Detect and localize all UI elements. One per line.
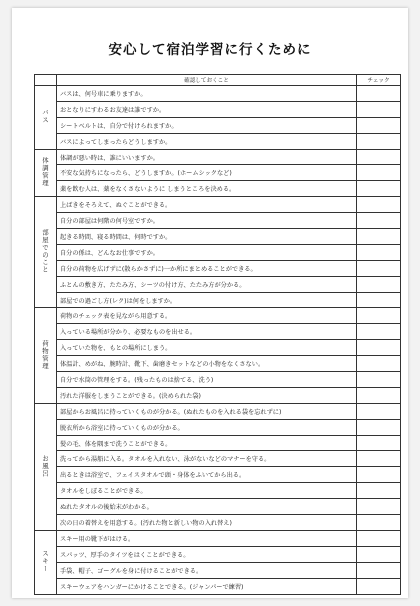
check-cell[interactable]	[357, 530, 401, 546]
check-cell[interactable]	[357, 403, 401, 419]
checklist-item: 体温計、めがね、腕時計、靴下、歯磨きセットなどの小物をなくさない。	[57, 356, 357, 372]
checklist-item: 自分の荷物を広げずに(散らかさずに)一か所にまとめることができる。	[57, 260, 357, 276]
category-label: 部屋でのこと	[41, 229, 49, 274]
checklist-item: 部屋からお風呂に持っていくものが分かる。(ぬれたものを入れる袋を忘れずに)	[57, 403, 357, 419]
table-row	[35, 181, 401, 197]
check-cell[interactable]	[357, 101, 401, 117]
table-row	[35, 197, 401, 213]
checklist-item: ふとんの敷き方、たたみ方、シーツの付け方、たたみ方が分かる。	[57, 276, 357, 292]
category-label: スキー	[41, 550, 49, 573]
checklist-item: 不安な気持ちになったら、どうしますか。(ホームシックなど)	[57, 165, 357, 181]
table-row	[35, 483, 401, 499]
category-cell	[35, 530, 57, 594]
check-cell[interactable]	[357, 324, 401, 340]
checklist-item: 薬を飲む人は、薬をなくさないように しまうところを決める。	[57, 181, 357, 197]
checklist-item: 汚れた洋服をしまうことができる。(決められた袋)	[57, 387, 357, 403]
check-cell[interactable]	[357, 467, 401, 483]
table-row	[35, 276, 401, 292]
check-cell[interactable]	[357, 292, 401, 308]
checklist-table	[34, 74, 401, 595]
category-label: 体調管理	[41, 157, 49, 187]
table-row	[35, 403, 401, 419]
check-cell[interactable]	[357, 229, 401, 245]
check-cell[interactable]	[357, 260, 401, 276]
header-item: 確認しておくこと	[57, 75, 357, 86]
check-cell[interactable]	[357, 435, 401, 451]
checklist-item: 起きる時間、寝る時間は、何時ですか。	[57, 229, 357, 245]
checklist-body	[35, 86, 401, 595]
check-cell[interactable]	[357, 340, 401, 356]
table-row	[35, 419, 401, 435]
table-row	[35, 467, 401, 483]
table-row	[35, 292, 401, 308]
document-page	[12, 8, 408, 598]
checklist-item: 洗ってから湯船に入る。タオルを入れない、泳がないなどのマナーを守る。	[57, 451, 357, 467]
table-row	[35, 451, 401, 467]
check-cell[interactable]	[357, 515, 401, 531]
check-cell[interactable]	[357, 546, 401, 562]
table-row	[35, 165, 401, 181]
checklist-item: 自分の係は、どんなお仕事ですか。	[57, 244, 357, 260]
table-row	[35, 149, 401, 165]
check-cell[interactable]	[357, 276, 401, 292]
check-cell[interactable]	[357, 419, 401, 435]
checklist-item: 上ばきをそろえて、ぬぐことができる。	[57, 197, 357, 213]
category-cell	[35, 308, 57, 403]
checklist-item: 体調が悪い時は、誰にいいますか。	[57, 149, 357, 165]
checklist-item: シートベルトは、自分で付けられますか。	[57, 117, 357, 133]
table-row	[35, 562, 401, 578]
check-cell[interactable]	[357, 117, 401, 133]
check-cell[interactable]	[357, 133, 401, 149]
table-row	[35, 435, 401, 451]
table-row	[35, 213, 401, 229]
category-label: 荷物管理	[41, 339, 49, 370]
table-row	[35, 356, 401, 372]
check-cell[interactable]	[357, 499, 401, 515]
table-row	[35, 578, 401, 594]
table-row	[35, 340, 401, 356]
checklist-item: 荷物のチェック表を見ながら用意する。	[57, 308, 357, 324]
check-cell[interactable]	[357, 165, 401, 181]
check-cell[interactable]	[357, 483, 401, 499]
check-cell[interactable]	[357, 578, 401, 594]
checklist-item: 自分で水筒の管理をする。(残ったものは捨てる、洗う)	[57, 372, 357, 388]
table-row	[35, 515, 401, 531]
table-row	[35, 133, 401, 149]
check-cell[interactable]	[357, 308, 401, 324]
checklist-item: 髪の毛、体を隅まで洗うことができる。	[57, 435, 357, 451]
checklist-item: タオルをしぼることができる。	[57, 483, 357, 499]
check-cell[interactable]	[357, 86, 401, 102]
check-cell[interactable]	[357, 244, 401, 260]
header-category	[35, 75, 57, 86]
checklist-item: 手袋、帽子、ゴーグルを身に付けることができる。	[57, 562, 357, 578]
table-row	[35, 308, 401, 324]
table-row	[35, 86, 401, 102]
check-cell[interactable]	[357, 181, 401, 197]
table-row	[35, 372, 401, 388]
table-row	[35, 229, 401, 245]
page-title: 安心して宿泊学習に行くために	[108, 42, 312, 58]
category-label: お風呂	[41, 454, 49, 477]
category-cell	[35, 403, 57, 530]
category-cell	[35, 197, 57, 308]
check-cell[interactable]	[357, 197, 401, 213]
checklist-item: 入っていた物を、もとの場所にしまう。	[57, 340, 357, 356]
header-check: チェック	[357, 75, 401, 86]
table-row	[35, 101, 401, 117]
table-row	[35, 530, 401, 546]
table-row	[35, 244, 401, 260]
check-cell[interactable]	[357, 451, 401, 467]
checklist-item: ぬれたタオルの後始末がわかる。	[57, 499, 357, 515]
checklist-item: 入っている場所が分かり、必要なものを出せる。	[57, 324, 357, 340]
table-row	[35, 546, 401, 562]
checklist-item: スキーウェアをハンガーにかけることできる。(ジャンパーで練習)	[57, 578, 357, 594]
checklist-item: 自分の部屋は何階の何号室ですか。	[57, 213, 357, 229]
check-cell[interactable]	[357, 387, 401, 403]
checklist-item: おとなりにすわるお友達は誰ですか。	[57, 101, 357, 117]
table-row	[35, 117, 401, 133]
check-cell[interactable]	[357, 356, 401, 372]
table-row	[35, 499, 401, 515]
table-row	[35, 387, 401, 403]
checklist-item: 脱衣所から浴室に持っていくものが分かる。	[57, 419, 357, 435]
table-row	[35, 260, 401, 276]
category-cell	[35, 86, 57, 150]
checklist-item: スキー用の靴下がはける。	[57, 530, 357, 546]
table-row	[35, 324, 401, 340]
checklist-item: 部屋での過ごし方(レク)は何をしますか。	[57, 292, 357, 308]
table-header-row	[35, 75, 401, 86]
check-cell[interactable]	[357, 213, 401, 229]
checklist-item: バスは、何号車に乗りますか。	[57, 86, 357, 102]
check-cell[interactable]	[357, 372, 401, 388]
checklist-item: 出るときは浴室で、フェイスタオルで頭・身体をふいてから出る。	[57, 467, 357, 483]
checklist-item: バスによってしまったらどうしますか。	[57, 133, 357, 149]
category-cell	[35, 149, 57, 197]
check-cell[interactable]	[357, 149, 401, 165]
checklist-item: スパッツ、厚手のタイツをはくことができる。	[57, 546, 357, 562]
check-cell[interactable]	[357, 562, 401, 578]
category-label: バス	[41, 108, 49, 124]
checklist-item: 次の日の着替えを用意する。(汚れた物と新しい物の入れ替え)	[57, 515, 357, 531]
